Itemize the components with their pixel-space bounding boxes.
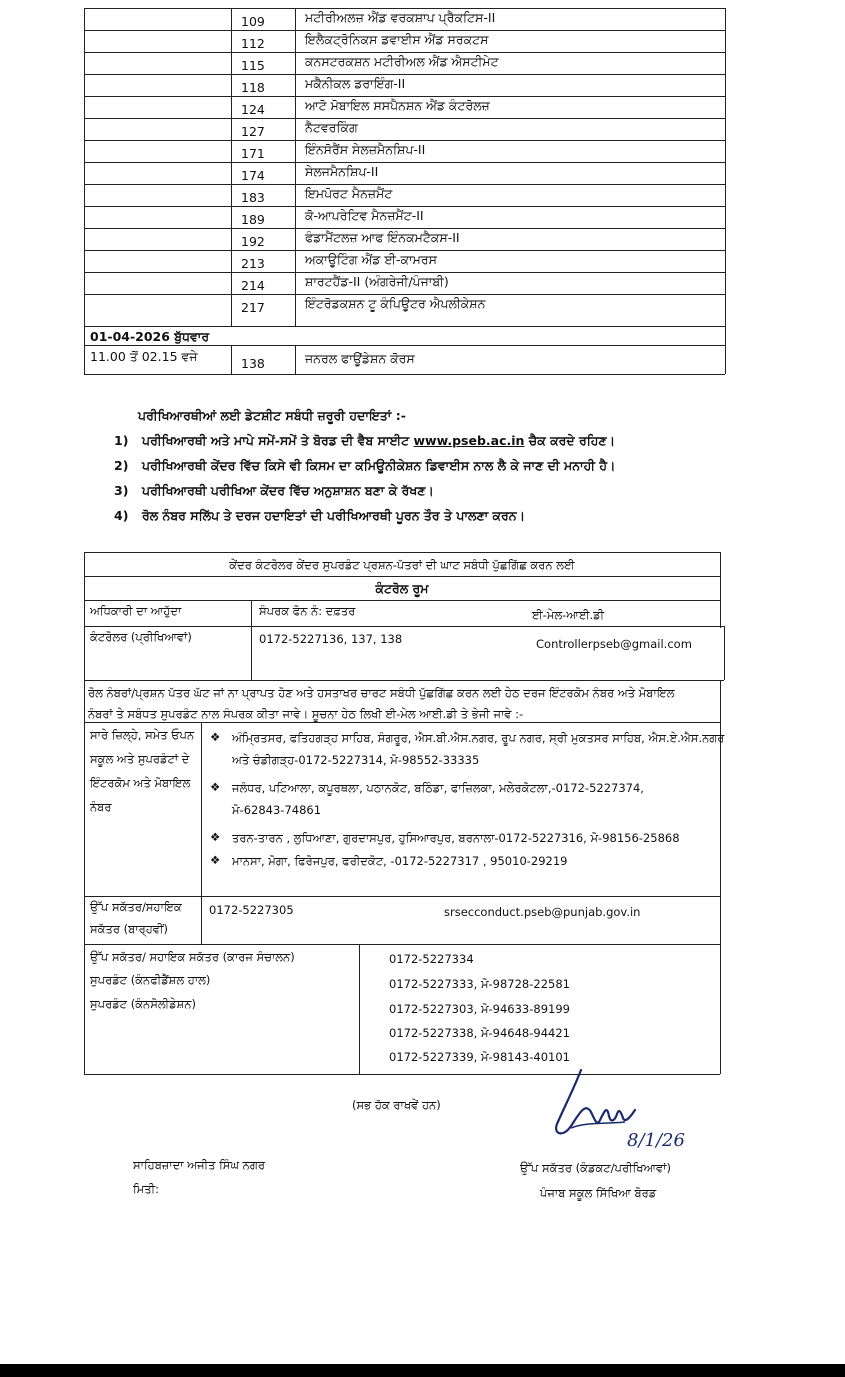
bullet-icon: ❖ bbox=[210, 780, 221, 794]
subject-cell: ਮਟੀਰੀਅਲਜ਼ ਐਂਡ ਵਰਕਸ਼ਾਪ ਪ੍ਰੈਕਟਿਸ-II bbox=[305, 10, 496, 25]
subject-cell: ਆਟੋ ਮੋਬਾਇਲ ਸਸਪੈਨਸ਼ਨ ਐਂਡ ਕੰਟਰੋਲਜ਼ bbox=[305, 98, 490, 113]
code-cell: 127 bbox=[241, 124, 265, 139]
subject-cell: ਇਲੈਕਟ੍ਰੋਨਿਕਸ ਡਵਾਈਸ ਐਂਡ ਸਰਕਟਸ bbox=[305, 32, 489, 47]
phone-number: 0172-5227303, ਮੋ-94633-89199 bbox=[389, 1002, 570, 1016]
subject-cell: ਇੰਨਸੋਰੈਂਸ ਸੇਲਜ਼ਮੈਨਸ਼ਿਪ-II bbox=[305, 142, 426, 157]
contact-border-right bbox=[720, 680, 721, 722]
subject-cell: ਸ਼ਾਰਟਹੈਂਡ-II (ਅੰਗਰੇਜੀ/ਪੰਜਾਬੀ) bbox=[305, 274, 449, 289]
instruction-number: 2) bbox=[114, 458, 129, 473]
col-officer-header: ਅਧਿਕਾਰੀ ਦਾ ਆਹੁੱਦਾ bbox=[90, 604, 182, 618]
contact-border-left bbox=[84, 552, 85, 1074]
bullet-icon: ❖ bbox=[210, 853, 221, 867]
contact-border-right bbox=[720, 722, 721, 944]
scan-border bbox=[0, 1364, 845, 1377]
code-cell: 192 bbox=[241, 234, 265, 249]
contact-banner: ਕੇਂਦਰ ਕੰਟਰੋਲਰ ਕੇਂਦਰ ਸੁਪਰਡੰਟ ਪ੍ਰਸ਼ਨ-ਪੱਤਰਾਂ ਦੀ ਘਾਟ ਸਬੰਧੀ ਪੁੱਛਗਿੱਛ ਕਰਨ ਲਈ bbox=[229, 558, 575, 572]
dep-sec-label: ਸਕੱਤਰ (ਬਾਰ੍ਹਵੀਂ) bbox=[90, 922, 168, 936]
phone-number: 0172-5227334 bbox=[389, 952, 474, 966]
code-cell: 112 bbox=[241, 36, 265, 51]
table-col-divider-4 bbox=[295, 345, 296, 374]
dep-sec-email[interactable]: srsecconduct.pseb@punjab.gov.in bbox=[444, 905, 641, 919]
subject-cell: ਅਕਾਊਟਿੰਗ ਐਂਡ ਈ-ਕਾਮਰਸ bbox=[305, 252, 437, 267]
subject-cell: ਜਨਰਲ ਫਾਊਂਡੇਸ਼ਨ ਕੋਰਸ bbox=[305, 351, 415, 366]
table-row-line bbox=[84, 272, 725, 273]
table-col-divider-3 bbox=[231, 345, 232, 374]
subject-cell: ਫੰਡਾਮੈਂਟਲਜ਼ ਆਫ ਇੰਨਕਮਟੈਕਸ-II bbox=[305, 230, 460, 245]
contact-line bbox=[84, 552, 720, 553]
subject-cell: ਇਮਪੋਰਟ ਮੈਨਜ਼ਮੈਂਟ bbox=[305, 186, 393, 201]
dep-sec-phone: 0172-5227305 bbox=[209, 903, 294, 917]
instruction-text: ਪਰੀਖਿਆਰਥੀ ਪਰੀਖਿਆ ਕੇਂਦਰ ਵਿੱਚ ਅਨੁਸ਼ਾਸ਼ਨ ਬਣਾ ਕੇ ਰੱਖਣ। bbox=[142, 483, 434, 498]
district-line: ਜਲੰਧਰ, ਪਟਿਆਲਾ, ਕਪੂਰਥਲਾ, ਪਠਾਨਕੋਟ, ਬਠਿੰਡਾ, ਫਾਜ਼ਿਲਕਾ, ਮਲੇਰਕੋਟਲਾ,-0172-5227374, bbox=[232, 781, 644, 795]
table-row-line bbox=[84, 206, 725, 207]
code-cell: 115 bbox=[241, 58, 265, 73]
code-cell: 118 bbox=[241, 80, 265, 95]
role-label: ਉੱਪ ਸਕੱਤਰ/ ਸਹਾਇਕ ਸਕੱਤਰ (ਕਾਰਜ ਸੰਚਾਲਨ) bbox=[90, 950, 295, 964]
designation: ਉੱਪ ਸਕੱਤਰ (ਕੰਡਕਟ/ਪਰੀਖਿਆਵਾਂ) bbox=[520, 1161, 671, 1175]
note-line-2: ਨੰਬਰਾਂ ਤੇ ਸਬੰਧਤ ਸੁਪਰਡੰਟ ਨਾਲ ਸੰਪਰਕ ਕੀਤਾ ਜਾਵੇ। ਸੂਚਨਾ ਹੇਠ ਲਿਖੀ ਈ-ਮੇਲ ਆਈ.ਡੀ ਤੇ ਭੇਜੀ ਜਾਵੇ :- bbox=[88, 707, 524, 721]
code-cell: 124 bbox=[241, 102, 265, 117]
bullet-icon: ❖ bbox=[210, 730, 221, 744]
bullet-icon: ❖ bbox=[210, 830, 221, 844]
table-border-left bbox=[84, 8, 85, 374]
controller-label: ਕੰਟਰੋਲਰ (ਪ੍ਰੀਖਿਆਵਾਂ) bbox=[90, 630, 192, 644]
district-line: ਅਤੇ ਚੰਡੀਗੜ੍ਹ-0172-5227314, ਮੋ-98552-33335 bbox=[232, 753, 480, 767]
table-row-line bbox=[84, 250, 725, 251]
code-cell: 183 bbox=[241, 190, 265, 205]
table-row-line bbox=[84, 162, 725, 163]
date-header: 01-04-2026 ਬੁੱਧਵਾਰ bbox=[90, 329, 210, 344]
districts-label: ਇੰਟਰਕੋਮ ਅਤੇ ਮੋਬਾਇਲ bbox=[90, 776, 191, 790]
table-row-line bbox=[84, 184, 725, 185]
role-label: ਸੁਪਰਡੰਟ (ਕੰਨਸੋਲੀਡੇਸ਼ਨ) bbox=[90, 997, 196, 1011]
subject-cell: ਕੋ-ਆਪਰੇਟਿਵ ਮੈਨਜ਼ਮੈਂਟ-II bbox=[305, 208, 424, 223]
instruction-number: 3) bbox=[114, 483, 129, 498]
contact-line bbox=[84, 944, 720, 945]
code-cell: 189 bbox=[241, 212, 265, 227]
district-line: ਮੋ-62843-74861 bbox=[232, 803, 322, 817]
table-top-line bbox=[84, 8, 725, 9]
contact-line bbox=[84, 680, 724, 681]
table-row-line bbox=[84, 52, 725, 53]
instruction-text: ਰੋਲ ਨੰਬਰ ਸਲਿੱਪ ਤੇ ਦਰਜ ਹਦਾਇਤਾਂ ਦੀ ਪਰੀਖਿਆਰਥੀ ਪੂਰਨ ਤੌਰ ਤੇ ਪਾਲਣਾ ਕਰਨ। bbox=[142, 508, 526, 523]
code-cell: 174 bbox=[241, 168, 265, 183]
contact-line bbox=[84, 626, 724, 627]
col-phone-header: ਸੰਪਰਕ ਫੋਨ ਨੰ: ਦਫ਼ਤਰ bbox=[259, 604, 356, 618]
col-email-header: ਈ-ਮੇਲ-ਆਈ.ਡੀ bbox=[532, 608, 605, 622]
table-row-line bbox=[84, 118, 725, 119]
table-row-line bbox=[84, 74, 725, 75]
code-cell: 214 bbox=[241, 278, 265, 293]
code-cell: 109 bbox=[241, 14, 265, 29]
subject-cell: ਕਨਸਟਰਕਸ਼ਨ ਮਟੀਰੀਅਲ ਐਂਡ ਐਸਟੀਮੇਟ bbox=[305, 54, 499, 69]
phone-number: 0172-5227339, ਮੋ-98143-40101 bbox=[389, 1050, 570, 1064]
contact-border-right bbox=[720, 944, 721, 1074]
rights-reserved: (ਸਭ ਹੱਕ ਰਾਖਵੇਂ ਹਨ) bbox=[352, 1098, 441, 1112]
contact-line bbox=[84, 722, 720, 723]
subject-cell: ਸੇਲਜਮੈਨਸ਼ਿਪ-II bbox=[305, 164, 379, 179]
table-line bbox=[84, 345, 725, 346]
district-line: ਅੰਮ੍ਰਿਤਸਰ, ਫਤਿਹਗੜ੍ਹ ਸਾਹਿਬ, ਸੰਗਰੂਰ, ਐਸ.ਬੀ.ਐਸ.ਨਗਰ, ਰੂਪ ਨਗਰ, ਸ੍ਰੀ ਮੁਕਤਸਰ ਸਾਹਿਬ, ਐਸ.ਏ.ਐਸ.ਨਗਰ bbox=[232, 731, 725, 745]
instruction-text: ਪਰੀਖਿਆਰਥੀ ਅਤੇ ਮਾਪੇ ਸਮੇਂ-ਸਮੇਂ ਤੇ ਬੋਰਡ ਦੀ ਵੈਬ ਸਾਈਟ bbox=[142, 433, 414, 448]
instruction-number: 4) bbox=[114, 508, 129, 523]
subject-cell: ਮਕੈਨੀਕਲ ਡਰਾਇੰਗ-II bbox=[305, 76, 406, 91]
instructions-heading: ਪਰੀਖਿਆਰਥੀਆਂ ਲਈ ਡੇਟਸ਼ੀਟ ਸਬੰਧੀ ਜ਼ਰੂਰੀ ਹਦਾਇਤਾਂ :- bbox=[138, 408, 406, 423]
signature-date: 8/1/26 bbox=[627, 1130, 685, 1151]
districts-label: ਨੰਬਰ bbox=[90, 800, 112, 814]
table-row-line bbox=[84, 96, 725, 97]
table-border-right bbox=[725, 8, 726, 374]
instruction-item bbox=[142, 433, 615, 449]
districts-label: ਸਕੂਲ ਅਤੇ ਸੁਪਰਡੰਟਾਂ ਦੇ bbox=[90, 752, 190, 766]
signature-icon bbox=[545, 1066, 695, 1158]
controller-phone: 0172-5227136, 137, 138 bbox=[259, 632, 403, 646]
contact-line bbox=[84, 896, 720, 897]
code-cell: 217 bbox=[241, 300, 265, 315]
contact-col-divider bbox=[201, 722, 202, 944]
table-bottom-line bbox=[84, 374, 725, 375]
instruction-number: 1) bbox=[114, 433, 129, 448]
table-row-line bbox=[84, 30, 725, 31]
districts-label: ਸਾਰੇ ਜ਼ਿਲ੍ਹੇ, ਸਮੇਤ ਓਪਨ bbox=[90, 728, 195, 742]
district-line: ਮਾਨਸਾ, ਮੋਗਾ, ਫਿਰੋਜਪੁਰ, ਫਰੀਦਕੋਟ, -0172-5227317 , 95010-29219 bbox=[232, 854, 568, 868]
contact-line bbox=[84, 576, 720, 577]
table-row-line bbox=[84, 228, 725, 229]
subject-cell: ਨੈਟਵਰਕਿੰਗ bbox=[305, 120, 358, 135]
code-cell: 171 bbox=[241, 146, 265, 161]
place-name: ਸਾਹਿਬਜ਼ਾਦਾ ਅਜੀਤ ਸਿੰਘ ਨਗਰ bbox=[133, 1158, 266, 1172]
role-label: ਸੁਪਰਡੰਟ (ਕੰਨਫੀਡੈਂਸ਼ਲ ਹਾਲ) bbox=[90, 973, 211, 987]
board-name: ਪੰਜਾਬ ਸਕੂਲ ਸਿੱਖਿਆ ਬੋਰਡ bbox=[540, 1186, 657, 1200]
table-line bbox=[84, 326, 725, 327]
contact-col-divider bbox=[359, 944, 360, 1074]
table-col-divider-2 bbox=[295, 8, 296, 326]
table-col-divider-1 bbox=[231, 8, 232, 326]
contact-border-right bbox=[720, 552, 721, 628]
instruction-text: ਚੈਕ ਕਰਦੇ ਰਹਿਣ। bbox=[524, 433, 615, 448]
time-cell: 11.00 ਤੋਂ 02.15 ਵਜੇ bbox=[90, 349, 198, 364]
contact-col-divider bbox=[251, 600, 252, 680]
subject-cell: ਇੰਟਰੋਡਕਸ਼ਨ ਟੂ ਕੰਪਿਊਟਰ ਐਪਲੀਕੇਸ਼ਨ bbox=[305, 296, 486, 311]
control-room-heading: ਕੰਟਰੋਲ ਰੂਮ bbox=[375, 581, 429, 596]
contact-line bbox=[84, 600, 720, 601]
contact-border-right bbox=[724, 626, 725, 680]
code-cell: 138 bbox=[241, 356, 265, 371]
dep-sec-label: ਉੱਪ ਸਕੱਤਰ/ਸਹਾਇਕ bbox=[90, 900, 182, 914]
date-label: ਮਿਤੀ: bbox=[133, 1182, 159, 1196]
instruction-text: ਪਰੀਖਿਆਰਥੀ ਕੇਂਦਰ ਵਿੱਚ ਕਿਸੇ ਵੀ ਕਿਸਮ ਦਾ ਕਮਿਊਨੀਕੇਸ਼ਨ ਡਿਵਾਈਸ ਨਾਲ ਲੈ ਕੇ ਜਾਣ ਦੀ ਮਨਾਹੀ ਹੈ। bbox=[142, 458, 616, 473]
website-link[interactable]: www.pseb.ac.in bbox=[413, 433, 525, 448]
table-row-line bbox=[84, 294, 725, 295]
code-cell: 213 bbox=[241, 256, 265, 271]
controller-email[interactable]: Controllerpseb@gmail.com bbox=[536, 637, 692, 651]
table-row-line bbox=[84, 140, 725, 141]
phone-number: 0172-5227338, ਮੋ-94648-94421 bbox=[389, 1026, 570, 1040]
note-line-1: ਰੋਲ ਨੰਬਰਾਂ/ਪ੍ਰਸ਼ਨ ਪੱਤਰ ਘੱਟ ਜਾਂ ਨਾ ਪ੍ਰਾਪਤ ਹੋਣ ਅਤੇ ਹਸਤਾਖਰ ਚਾਰਟ ਸਬੰਧੀ ਪੁੱਛਗਿੱਛ ਕਰਨ ਲਈ ਹੇਠ ਦਰਜ ਇੰਟਰਕੋਮ ਨੰਬਰ ਅਤੇ ਮੋਬਾਇਲ bbox=[88, 686, 675, 700]
phone-number: 0172-5227333, ਮੋ-98728-22581 bbox=[389, 977, 570, 991]
district-line: ਤਰਨ-ਤਾਰਨ , ਲੁਧਿਆਣਾ, ਗੁਰਦਾਸਪੁਰ, ਹੁਸਿਆਰਪੁਰ, ਬਰਨਾਲਾ-0172-5227316, ਮੋ-98156-25868 bbox=[232, 831, 680, 845]
